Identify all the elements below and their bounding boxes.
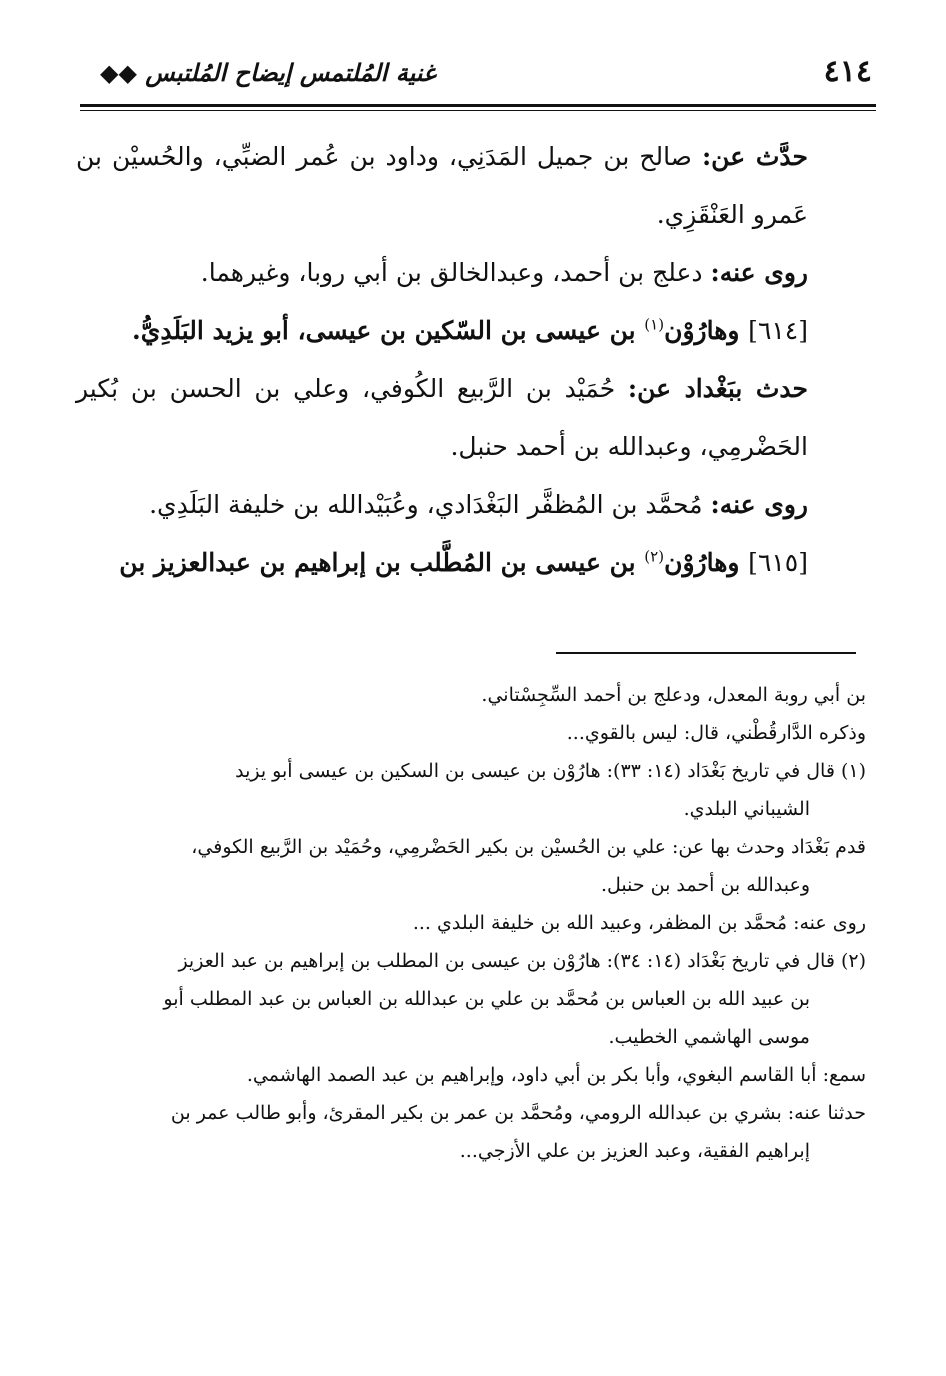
footnote-line: بن أبي روبة المعدل، ودعلج بن أحمد السِّجِسْتاني. [481, 684, 866, 706]
label-heard-in-baghdad: حدث ببَغْداد عن: [627, 374, 808, 403]
footnote-line: حدثنا عنه: بشري بن عبدالله الرومي، ومُحمَّد بن عمر بن بكير المقرئ، وأبو طالب عمر بن [170, 1102, 866, 1124]
paragraph-heard-from [76, 128, 808, 244]
header-rule-thick [80, 104, 876, 107]
paragraph-text: صالح بن جميل المَدَنِي، وداود بن عُمر الضبِّي، والحُسيْن بن عَمرو العَنْقَزِي. [76, 142, 808, 229]
footnote-line: وذكره الدَّارقُطْني، قال: ليس بالقوي... [566, 722, 866, 744]
entry-615 [76, 534, 808, 592]
paragraph-narrated-by [76, 244, 808, 302]
footnote-marker: (١) [644, 315, 665, 334]
paragraph-text: حُمَيْد بن الرَّبيع الكُوفي، وعلي بن الحسن بن بُكير الحَضْرمِي، وعبدالله بن أحمد حنبل. [76, 374, 808, 461]
entry-614 [76, 302, 808, 360]
footnote-separator [556, 652, 856, 654]
footnote-line: موسى الهاشمي الخطيب. [608, 1026, 810, 1048]
paragraph-text: دعلج بن أحمد، وعبدالخالق بن أبي روبا، وغيرهما. [200, 258, 711, 287]
footnotes [82, 676, 866, 1170]
entry-number: [٦١٥] [748, 548, 808, 577]
footnote-line: سمع: أبا القاسم البغوي، وأبا بكر بن أبي داود، وإبراهيم بن عبد الصمد الهاشمي. [246, 1064, 866, 1086]
footnote-line: إبراهيم الفقية، وعبد العزيز بن علي الأزجي... [459, 1140, 810, 1162]
footnote-line: بن عبيد الله بن العباس بن مُحمَّد بن علي بن عبدالله بن العباس بن عبد المطلب أبو [163, 988, 810, 1010]
entry-name-rest: بن عيسى بن السّكين بن عيسى، أبو يزيد البَلَدِيُّ. [132, 316, 645, 345]
entry-name-rest: بن عيسى بن المُطَّلب بن إبراهيم بن عبدالعزيز بن [119, 548, 645, 577]
paragraph-text: مُحمَّد بن المُظفَّر البَغْدَادي، وعُبَيْدالله بن خليفة البَلَدِي. [149, 490, 711, 519]
entry-name: وهارُوْن [664, 316, 749, 345]
paragraph-narrated-by-2 [76, 476, 808, 534]
footnote-line: وعبدالله بن أحمد بن حنبل. [600, 874, 810, 896]
label-narrated-by: روى عنه: [710, 490, 808, 519]
footnote-line: روى عنه: مُحمَّد بن المظفر، وعبيد الله بن خليفة البلدي ... [412, 912, 866, 934]
running-title: غنية المُلتمس إيضاح المُلتبس ◆◆ [100, 58, 436, 87]
main-text [76, 128, 808, 592]
page-header [80, 52, 872, 96]
footnote-marker: (٢) [644, 547, 665, 566]
header-rule-thin [80, 110, 876, 111]
footnote-2: (٢) قال في تاريخ بَغْدَاد (١٤: ٣٤): هارُوْن بن عيسى بن المطلب بن إبراهيم بن عبد العزيز [178, 950, 866, 972]
footnote-line: قدم بَغْدَاد وحدث بها عن: علي بن الحُسيْن بن بكير الحَضْرمِي، وحُمَيْد بن الرَّبيع الكوفي، [191, 836, 866, 858]
footnote-1: (١) قال في تاريخ بَغْدَاد (١٤: ٣٣): هارُوْن بن عيسى بن السكين بن عيسى أبو يزيد [235, 760, 866, 782]
footnote-line: الشيباني البلدي. [683, 798, 810, 820]
entry-name: وهارُوْن [664, 548, 749, 577]
page-number: ٤١٤ [823, 54, 872, 89]
label-narrated-by: روى عنه: [710, 258, 808, 287]
label-heard-from: حدَّث عن: [701, 142, 808, 171]
entry-number: [٦١٤] [748, 316, 808, 345]
paragraph-heard-in-baghdad [76, 360, 808, 476]
